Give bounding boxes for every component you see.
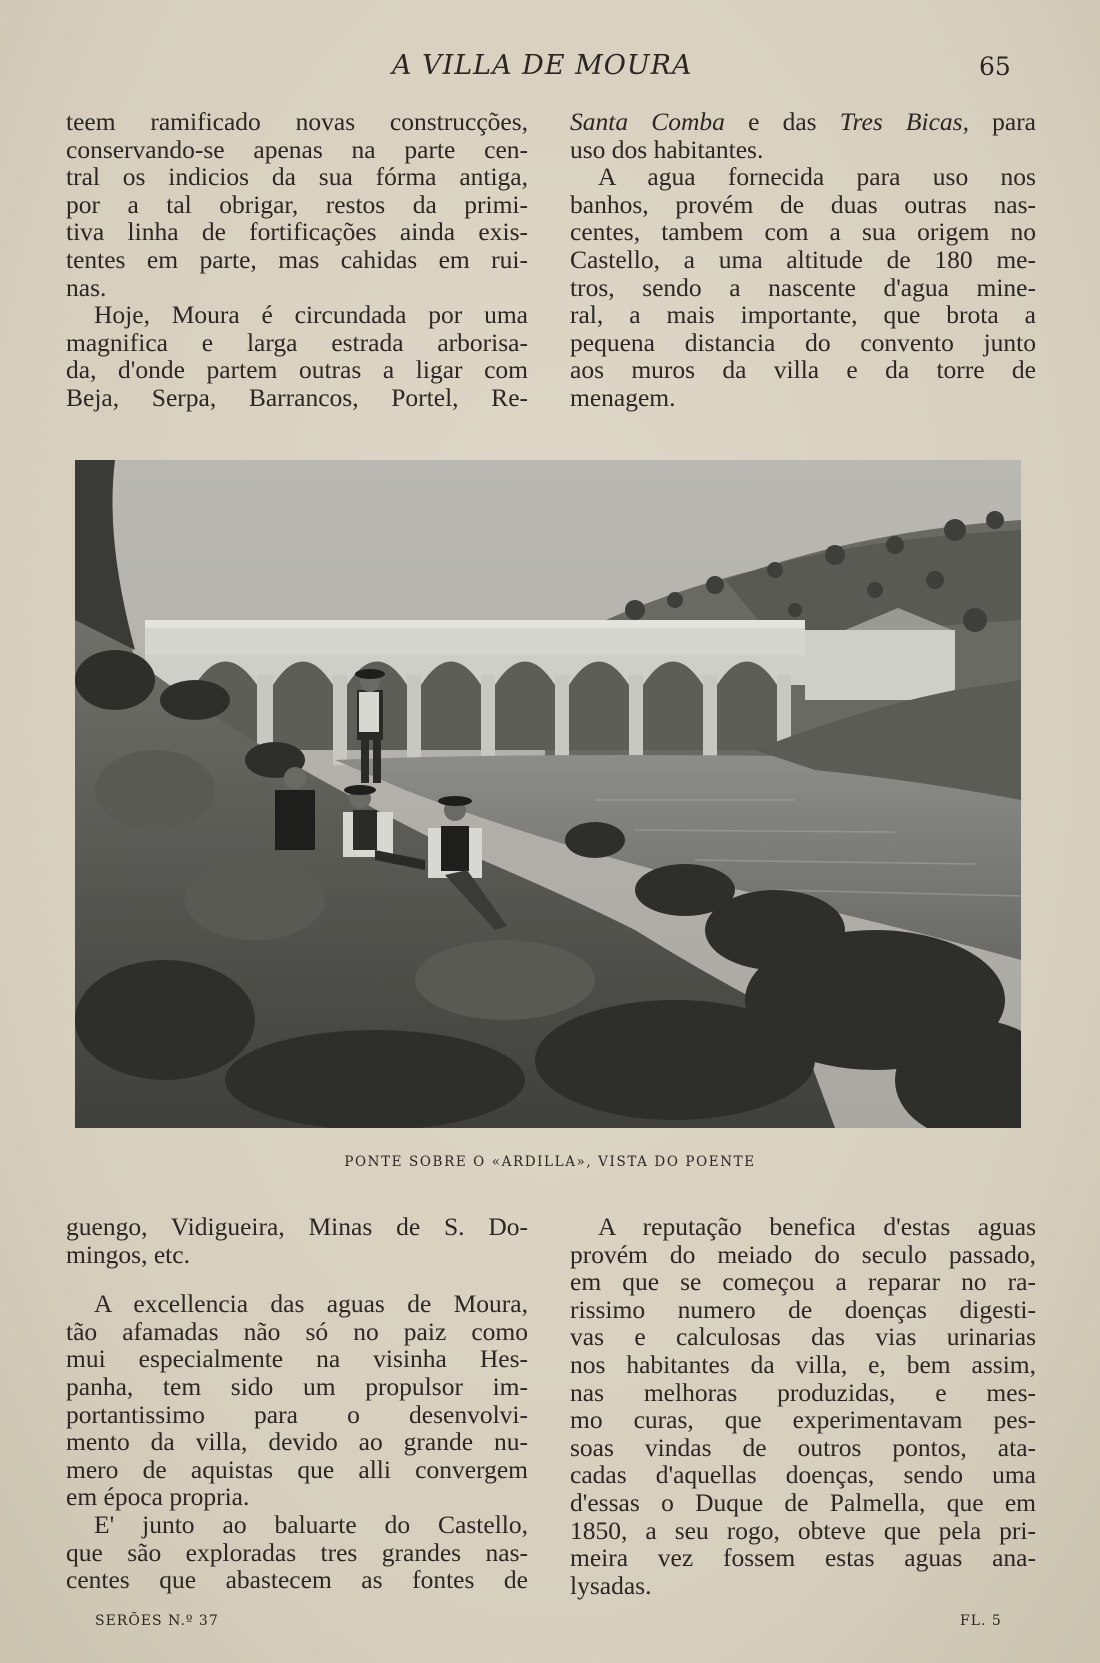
text-line: tentes em parte, mas cahidas em rui-	[66, 244, 528, 274]
text-line: vas e calculosas das vias urinarias	[570, 1322, 1036, 1352]
text-line: Castello, a uma altitude de 180 me-	[570, 244, 1036, 274]
text-line: provém do meiado do seculo passado,	[570, 1239, 1036, 1269]
text-line: soas vindas de outros pontos, ata-	[570, 1432, 1036, 1462]
text-line: panha, tem sido um propulsor im-	[66, 1371, 528, 1401]
text-line: lysadas.	[570, 1570, 652, 1600]
text-line	[570, 108, 1036, 136]
photo-caption: PONTE SOBRE O «ARDILLA», VISTA DO POENTE	[344, 1154, 756, 1170]
text-line: rissimo numero de doenças digesti-	[570, 1294, 1036, 1324]
text-line: menagem.	[570, 382, 676, 412]
text-line: centes que abastecem as fontes de	[66, 1565, 528, 1595]
text-line: em época propria.	[66, 1482, 250, 1512]
text-line: magnifica e larga estrada arborisa-	[66, 327, 528, 357]
text-line: 1850, a seu rogo, obteve que pela pri-	[570, 1515, 1036, 1545]
text-line: centes, tambem com a sua origem no	[570, 217, 1036, 247]
text-line: tral os indicios da sua fórma antiga,	[66, 162, 528, 192]
text-line: nas melhoras produzidas, e mes-	[570, 1377, 1036, 1407]
footer-folio: FL. 5	[960, 1613, 1002, 1629]
text-line: uso dos habitantes.	[570, 134, 764, 164]
text-line: nos habitantes da villa, e, bem assim,	[570, 1349, 1036, 1379]
text-line: nas.	[66, 272, 107, 302]
bridge-photo	[75, 460, 1021, 1128]
text-line: teem ramificado novas construcções,	[66, 107, 528, 136]
italic-place-name: Santa Comba	[570, 107, 725, 136]
text-line: mento da villa, devido ao grande nu-	[66, 1427, 528, 1457]
text-line: Hoje, Moura é circundada por uma	[94, 300, 528, 330]
text-line: da, d'onde partem outras a ligar com	[66, 355, 528, 385]
text-fragment: e das	[724, 107, 840, 136]
column-top-left	[66, 108, 528, 412]
column-bottom-right	[570, 1213, 1036, 1599]
text-fragment: para	[968, 107, 1036, 136]
column-bottom-left	[66, 1213, 528, 1594]
text-line: conservando-se apenas na parte cen-	[66, 134, 528, 164]
italic-place-name: Tres Bicas,	[839, 107, 969, 136]
text-line: mo curas, que experimentavam pes-	[570, 1405, 1036, 1435]
text-line: guengo, Vidigueira, Minas de S. Do-	[66, 1212, 528, 1241]
text-line: que são exploradas tres grandes nas-	[66, 1537, 528, 1567]
text-line: meira vez fossem estas aguas ana-	[570, 1543, 1036, 1573]
text-line: aos muros da villa e da torre de	[570, 355, 1036, 385]
text-line: mui especialmente na visinha Hes-	[66, 1344, 528, 1374]
text-line: A excellencia das aguas de Moura,	[94, 1289, 528, 1319]
text-line: A agua fornecida para uso nos	[598, 162, 1036, 192]
text-line: em que se começou a reparar no ra-	[570, 1267, 1036, 1297]
text-line: cadas d'aquellas doenças, sendo uma	[570, 1460, 1036, 1490]
text-line: Beja, Serpa, Barrancos, Portel, Re-	[66, 382, 528, 412]
text-line: d'essas o Duque de Palmella, que em	[570, 1487, 1036, 1517]
running-head	[0, 50, 1100, 90]
running-title: A VILLA DE MOURA	[392, 50, 693, 81]
page-number: 65	[979, 52, 1011, 81]
footer-issue: SERÕES N.º 37	[95, 1613, 219, 1629]
text-line: pequena distancia do convento junto	[570, 327, 1036, 357]
column-top-right	[570, 108, 1036, 412]
text-line: mingos, etc.	[66, 1239, 190, 1269]
text-line: mero de aquistas que alli convergem	[66, 1454, 528, 1484]
text-line: tros, sendo a nascente d'agua mine-	[570, 272, 1036, 302]
bridge-photo-drawing	[75, 460, 1021, 1128]
text-line: portantissimo para o desenvolvi-	[66, 1399, 528, 1429]
text-line: tão afamadas não só no paiz como	[66, 1316, 528, 1346]
text-line: A reputação benefica d'estas aguas	[598, 1212, 1036, 1241]
text-line: tiva linha de fortificações ainda exis-	[66, 217, 528, 247]
text-line: por a tal obrigar, restos da primi-	[66, 189, 528, 219]
text-line: ral, a mais importante, que brota a	[570, 300, 1036, 330]
text-line: E' junto ao baluarte do Castello,	[94, 1509, 528, 1539]
text-line: banhos, provém de duas outras nas-	[570, 189, 1036, 219]
